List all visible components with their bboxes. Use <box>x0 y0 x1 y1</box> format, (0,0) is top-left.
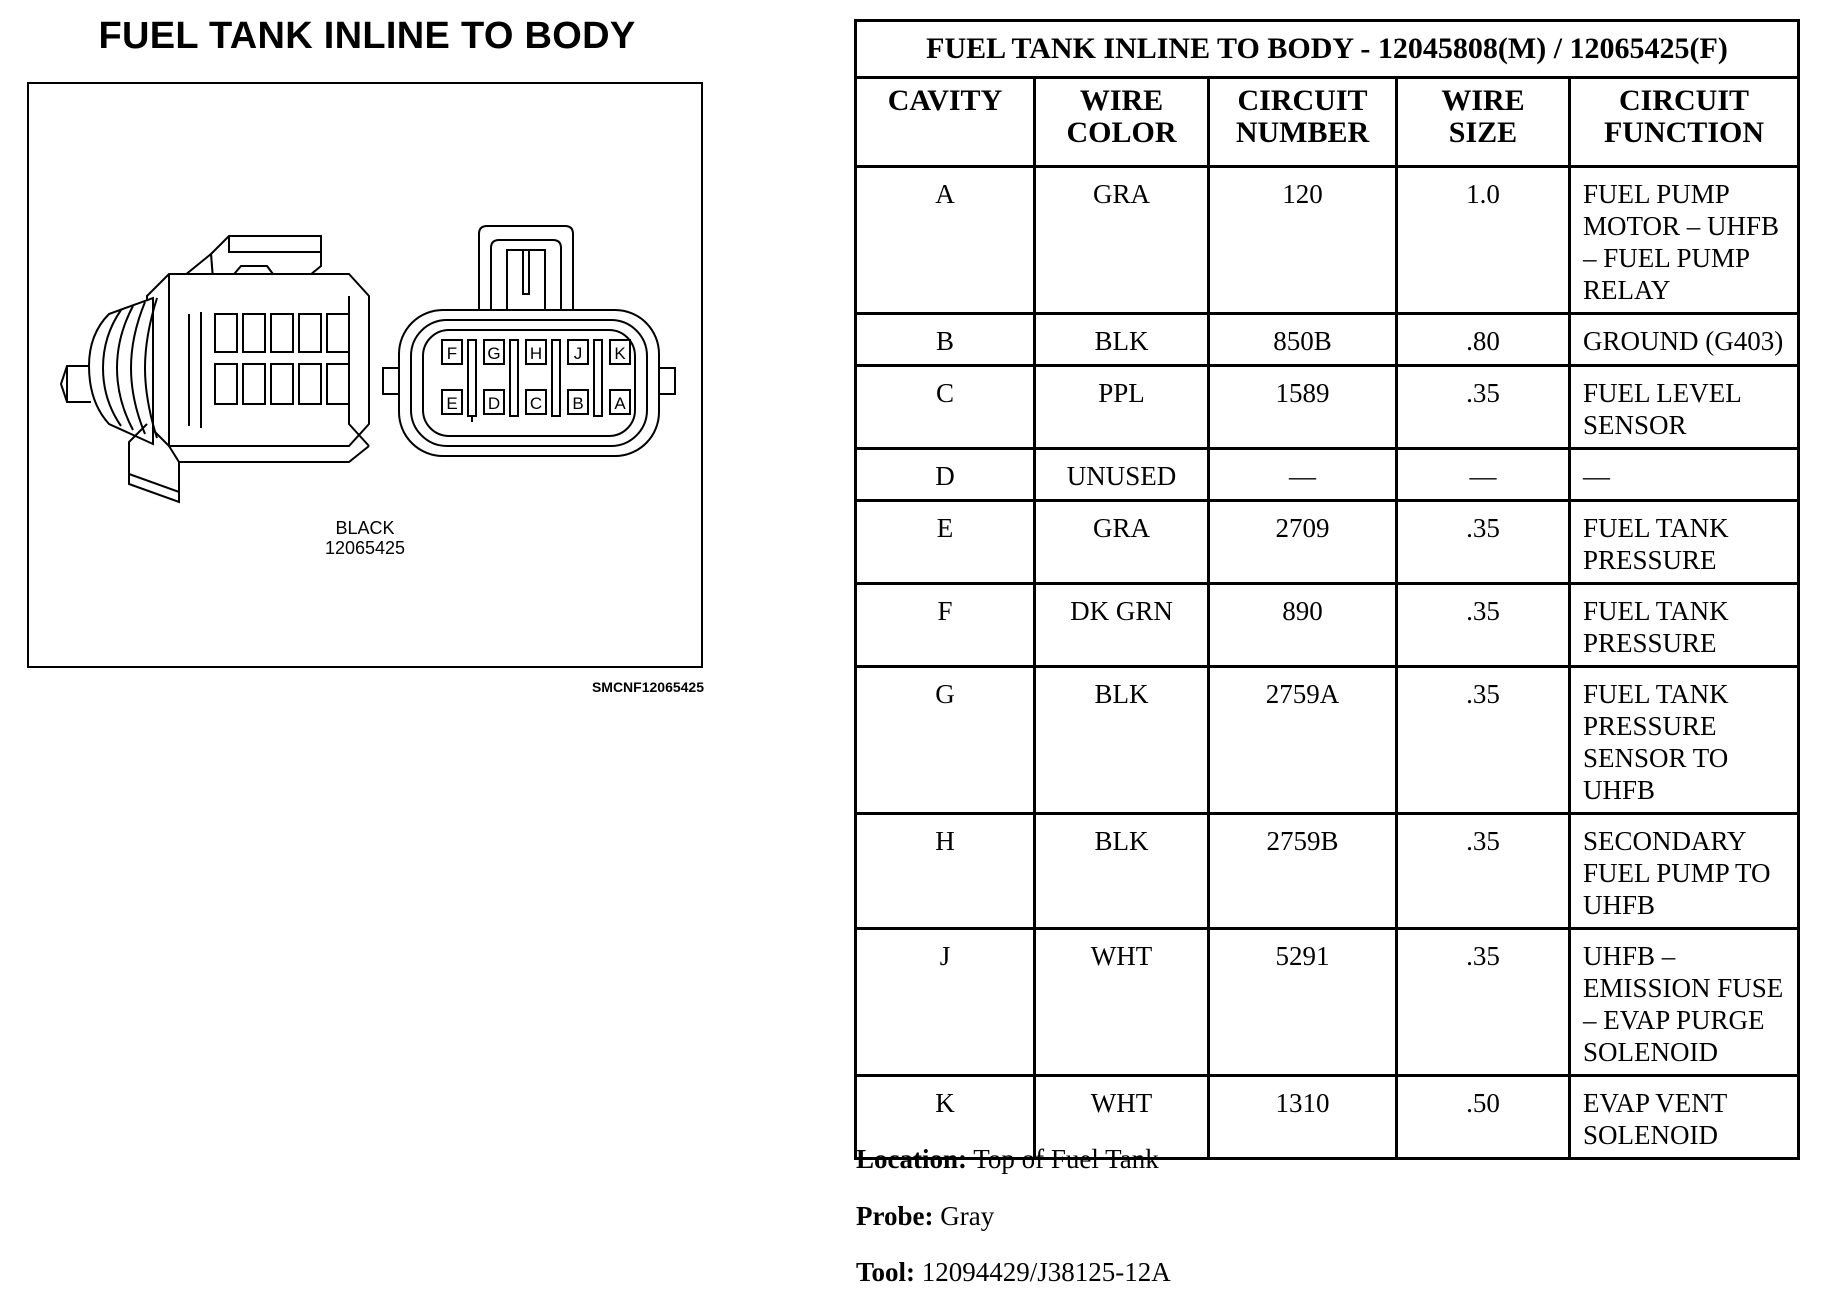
location-value: Top of Fuel Tank <box>973 1144 1159 1174</box>
cell-cavity: D <box>856 449 1035 501</box>
diagram-title: FUEL TANK INLINE TO BODY <box>98 15 636 57</box>
cell-circuit-function <box>1570 501 1799 584</box>
cell-cavity: B <box>856 314 1035 366</box>
function-line: UHFB – <box>1583 941 1676 971</box>
connector-caption <box>29 518 701 558</box>
cell-circuit-function <box>1570 366 1799 449</box>
function-line: SENSOR <box>1583 410 1687 440</box>
cell-cavity: F <box>856 584 1035 667</box>
header-line: FUNCTION <box>1603 116 1764 149</box>
cell-wire-size: .80 <box>1397 314 1570 366</box>
cell-wire-color: WHT <box>1035 929 1209 1076</box>
cell-wire-color: GRA <box>1035 501 1209 584</box>
table-row <box>856 814 1799 929</box>
function-line: SECONDARY <box>1583 826 1747 856</box>
cell-circuit-number: 120 <box>1209 167 1397 314</box>
cell-wire-size: — <box>1397 449 1570 501</box>
cavity-label-e: E <box>446 394 458 413</box>
cell-wire-size: .35 <box>1397 929 1570 1076</box>
function-line: FUEL PUMP TO <box>1583 858 1771 888</box>
function-line: GROUND (G403) <box>1583 326 1784 356</box>
cell-wire-color: GRA <box>1035 167 1209 314</box>
connector-illustration <box>29 84 701 666</box>
table-row <box>856 929 1799 1076</box>
cell-wire-color: PPL <box>1035 366 1209 449</box>
cell-circuit-number: — <box>1209 449 1397 501</box>
cell-wire-color: UNUSED <box>1035 449 1209 501</box>
function-line: SOLENOID <box>1583 1037 1718 1067</box>
cell-cavity: H <box>856 814 1035 929</box>
header-line: SIZE <box>1448 116 1518 149</box>
function-line: EMISSION FUSE <box>1583 973 1784 1003</box>
function-line: – FUEL PUMP <box>1583 243 1751 273</box>
function-line: SOLENOID <box>1583 1120 1718 1150</box>
header-line: CIRCUIT <box>1618 84 1750 117</box>
cell-circuit-number: 1589 <box>1209 366 1397 449</box>
cell-cavity: C <box>856 366 1035 449</box>
function-line: MOTOR – UHFB <box>1583 211 1780 241</box>
table-row <box>856 449 1799 501</box>
cell-cavity: G <box>856 667 1035 814</box>
probe-note <box>856 1201 994 1232</box>
connector-front-view <box>383 226 675 456</box>
function-line: PRESSURE <box>1583 628 1717 658</box>
function-line: FUEL TANK <box>1583 679 1729 709</box>
connector-part-number: 12065425 <box>324 538 406 558</box>
header-cavity <box>856 78 1035 167</box>
function-line: PRESSURE <box>1583 711 1717 741</box>
header-line: COLOR <box>1066 116 1177 149</box>
header-line: CIRCUIT <box>1237 84 1368 117</box>
pinout-table <box>854 19 1800 1160</box>
cell-circuit-number: 850B <box>1209 314 1397 366</box>
cell-wire-size: .35 <box>1397 667 1570 814</box>
cell-wire-size: .35 <box>1397 501 1570 584</box>
function-line: RELAY <box>1583 275 1671 305</box>
cell-circuit-number: 2759A <box>1209 667 1397 814</box>
cell-wire-color: BLK <box>1035 667 1209 814</box>
function-line: FUEL LEVEL <box>1583 378 1742 408</box>
function-line: FUEL PUMP <box>1583 179 1730 209</box>
cell-circuit-function <box>1570 314 1799 366</box>
header-line: WIRE <box>1079 84 1164 117</box>
tool-label: Tool: <box>856 1257 916 1287</box>
tool-value: 12094429/J38125-12A <box>921 1257 1171 1287</box>
cavity-label-b: B <box>572 394 584 413</box>
cell-wire-color: DK GRN <box>1035 584 1209 667</box>
connector-side-view <box>61 236 369 502</box>
cavity-label-a: A <box>614 394 626 413</box>
function-line: EVAP VENT <box>1583 1088 1728 1118</box>
table-row <box>856 366 1799 449</box>
table-title: FUEL TANK INLINE TO BODY - 12045808(M) / 12065425(F) <box>856 21 1799 78</box>
location-note <box>856 1144 1159 1175</box>
header-line: NUMBER <box>1235 116 1370 149</box>
cell-circuit-number: 1310 <box>1209 1076 1397 1159</box>
table-row <box>856 667 1799 814</box>
cell-cavity: J <box>856 929 1035 1076</box>
cell-wire-size: .35 <box>1397 366 1570 449</box>
function-line: — <box>1583 461 1610 491</box>
header-wire-size <box>1397 78 1570 167</box>
header-circuit-number <box>1209 78 1397 167</box>
cell-circuit-function <box>1570 449 1799 501</box>
cavity-label-k: K <box>614 344 626 363</box>
cell-circuit-function <box>1570 584 1799 667</box>
cell-wire-size: 1.0 <box>1397 167 1570 314</box>
cavity-label-h: H <box>529 344 543 363</box>
cell-circuit-function <box>1570 929 1799 1076</box>
cell-circuit-number: 5291 <box>1209 929 1397 1076</box>
cavity-label-f: F <box>446 344 458 363</box>
cell-wire-size: .35 <box>1397 584 1570 667</box>
header-line: WIRE <box>1441 84 1525 117</box>
header-circuit-function <box>1570 78 1799 167</box>
cavity-label-j: J <box>573 344 583 363</box>
cell-circuit-function <box>1570 167 1799 314</box>
cavity-label-d: D <box>487 394 501 413</box>
function-line: FUEL TANK <box>1583 513 1729 543</box>
cell-wire-color: BLK <box>1035 314 1209 366</box>
cell-circuit-number: 2759B <box>1209 814 1397 929</box>
function-line: PRESSURE <box>1583 545 1717 575</box>
pinout-rows <box>856 167 1799 1159</box>
cell-wire-color: BLK <box>1035 814 1209 929</box>
cell-wire-size: .35 <box>1397 814 1570 929</box>
table-row <box>856 167 1799 314</box>
cell-cavity: E <box>856 501 1035 584</box>
probe-value: Gray <box>940 1201 995 1231</box>
function-line: – EVAP PURGE <box>1583 1005 1765 1035</box>
table-row <box>856 584 1799 667</box>
cavity-label-g: G <box>487 344 501 363</box>
cell-circuit-number: 2709 <box>1209 501 1397 584</box>
cell-circuit-function <box>1570 667 1799 814</box>
connector-diagram <box>27 82 703 668</box>
probe-label: Probe: <box>856 1201 934 1231</box>
cell-wire-color: WHT <box>1035 1076 1209 1159</box>
table-row <box>856 314 1799 366</box>
cavity-label-c: C <box>529 394 543 413</box>
cell-cavity: K <box>856 1076 1035 1159</box>
cell-wire-size: .50 <box>1397 1076 1570 1159</box>
header-wire-color <box>1035 78 1209 167</box>
location-label: Location: <box>856 1144 967 1174</box>
function-line: FUEL TANK <box>1583 596 1729 626</box>
cell-circuit-function <box>1570 814 1799 929</box>
function-line: UHFB <box>1583 890 1656 920</box>
cell-circuit-number: 890 <box>1209 584 1397 667</box>
figure-code: SMCNF12065425 <box>591 679 704 695</box>
header-cavity-line: CAVITY <box>887 84 1003 117</box>
tool-note <box>856 1257 1171 1288</box>
cell-circuit-function <box>1570 1076 1799 1159</box>
table-row <box>856 501 1799 584</box>
function-line: SENSOR TO UHFB <box>1583 743 1729 805</box>
cell-cavity: A <box>856 167 1035 314</box>
connector-color-label: BLACK <box>335 518 395 538</box>
